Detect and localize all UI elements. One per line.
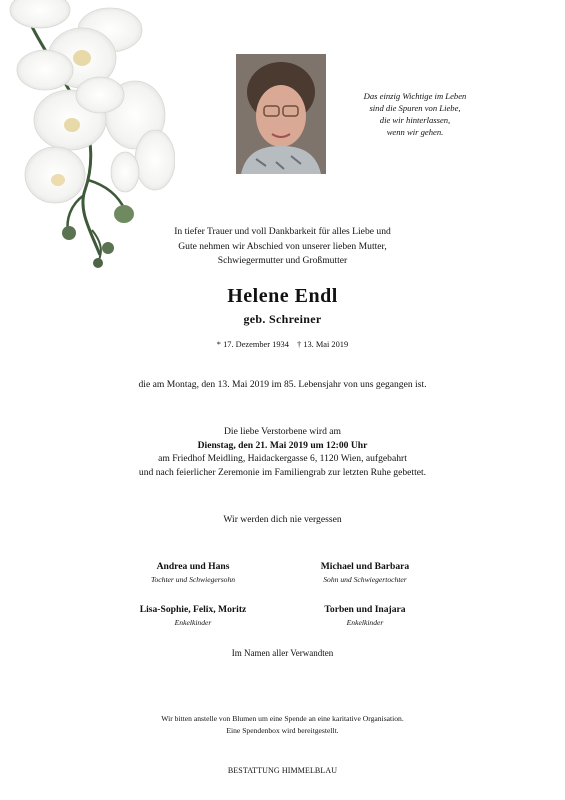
mourner-name: Andrea und Hans xyxy=(156,561,230,572)
undertaker-name: BESTATTUNG HIMMELBLAU xyxy=(227,766,338,775)
deceased-name: Helene Endl xyxy=(227,285,338,307)
funeral-line: Die liebe Verstorbene wird am xyxy=(223,426,342,437)
intro-line: Gute nehmen wir Abschied von unserer lieben Mutter, xyxy=(178,240,387,252)
quote-line: wenn wir gehen. xyxy=(386,127,444,137)
funeral-date xyxy=(0,439,565,453)
mourner-relation: Sohn und Schwiegertochter xyxy=(323,575,407,584)
intro-line: In tiefer Trauer und voll Dankbarkeit für alles Liebe und xyxy=(174,226,391,237)
portrait-image xyxy=(236,54,326,174)
memorial-quote xyxy=(340,90,490,138)
quote-line: die wir hinterlassen, xyxy=(379,115,451,125)
birth-date: * 17. Dezember 1934 xyxy=(216,340,289,349)
funeral-date-text: Dienstag, den 21. Mai 2019 um 12:00 Uhr xyxy=(197,439,368,451)
mourner-relation: Tochter und Schwiegersohn xyxy=(150,575,236,584)
maiden-name: geb. Schreiner xyxy=(243,312,322,326)
intro-line: Schwiegermutter und Großmutter xyxy=(217,255,348,266)
mourner-entry xyxy=(103,604,283,627)
mourner-entry xyxy=(275,604,455,627)
quote-line: sind die Spuren von Liebe, xyxy=(369,103,461,113)
donation-line: Eine Spendenbox wird bereitgestellt. xyxy=(226,726,339,735)
mourner-relation: Enkelkinder xyxy=(346,618,384,627)
passing-text: die am Montag, den 13. Mai 2019 im 85. Lebensjahr von uns gegangen ist. xyxy=(138,379,427,390)
funeral-line: und nach feierlicher Zeremonie im Familiengrab zur letzten Ruhe gebettet. xyxy=(138,466,427,478)
portrait-photo xyxy=(236,54,326,174)
life-dates xyxy=(0,340,565,349)
mourner-name: Lisa-Sophie, Felix, Moritz xyxy=(139,604,247,615)
relatives-text: Im Namen aller Verwandten xyxy=(231,648,334,658)
quote-line: Das einzig Wichtige im Leben xyxy=(363,91,467,101)
mourner-entry xyxy=(103,561,283,584)
funeral-details xyxy=(0,425,565,479)
mourner-name: Michael und Barbara xyxy=(320,561,410,572)
mourner-name: Torben und Inajara xyxy=(324,604,406,615)
intro-text xyxy=(0,225,565,269)
donation-line: Wir bitten anstelle von Blumen um eine Spende an eine karitative Organisation. xyxy=(161,714,404,723)
mourner-relation: Enkelkinder xyxy=(174,618,212,627)
mourner-entry xyxy=(275,561,455,584)
donation-request xyxy=(0,713,565,737)
farewell-text: Wir werden dich nie vergessen xyxy=(223,514,342,525)
death-date: † 13. Mai 2019 xyxy=(297,340,349,349)
funeral-location: am Friedhof Meidling, Haidackergasse 6, 1120 Wien, aufgebahrt xyxy=(158,453,407,464)
